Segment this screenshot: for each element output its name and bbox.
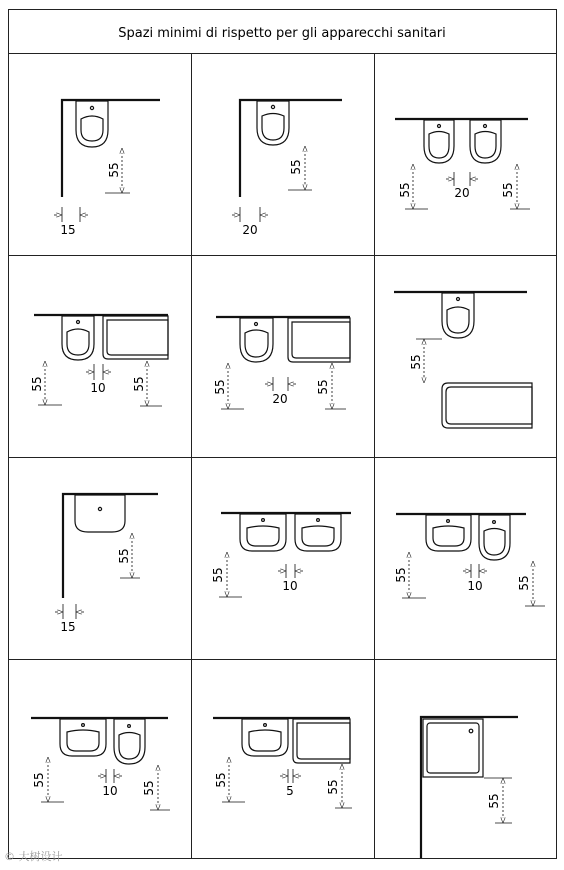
- dimension-wall-gap: [232, 207, 268, 222]
- dimension-label-front-left: 55: [394, 567, 408, 583]
- cell-wc-corner: [54, 100, 160, 237]
- page-title: Spazi minimi di rispetto per gli apparecchi sanitari: [118, 26, 446, 41]
- dimension-label-front-right: 55: [132, 376, 146, 392]
- bidet-icon: [240, 318, 273, 362]
- toilet-icon: [442, 293, 474, 338]
- dimension-label-front-right: 55: [501, 182, 515, 198]
- dimension-label-front-space: 55: [409, 354, 423, 370]
- bathtub-icon: [103, 316, 168, 359]
- cell-bidet-corner: [232, 100, 342, 237]
- dimension-wall-gap: [54, 207, 88, 222]
- dimension-label-front-left: 55: [213, 379, 227, 395]
- bidet-icon: [114, 719, 145, 764]
- dimension-between: [463, 564, 487, 578]
- bidet-icon: [257, 101, 289, 145]
- bidet-icon: [424, 120, 454, 163]
- bidet-icon: [470, 120, 501, 163]
- washbasin-icon: [295, 514, 341, 551]
- dimension-label-wall-gap: 15: [60, 223, 76, 237]
- dimension-between: [98, 769, 122, 783]
- cell-wc-facing-tub: [394, 292, 532, 428]
- dimension-label-between: 10: [467, 579, 483, 593]
- cell-bidet-tub: [213, 317, 350, 409]
- dimension-label-front-left: 55: [30, 376, 44, 392]
- cell-wc-tub: [30, 315, 168, 406]
- washbasin-icon: [426, 515, 471, 551]
- dimension-label-front-left: 55: [398, 182, 412, 198]
- toilet-icon: [76, 101, 108, 147]
- wall: [240, 100, 342, 197]
- dimension-label-front-right: 55: [326, 779, 340, 795]
- dimension-label-front-left: 55: [32, 772, 46, 788]
- dimension-wall-gap: [55, 604, 84, 619]
- dimension-label-wall-gap: 20: [242, 223, 258, 237]
- dimension-label-between: 10: [102, 784, 118, 798]
- toilet-icon: [479, 515, 510, 560]
- watermark: © 大树设计: [4, 850, 63, 863]
- dimension-label-between: 10: [282, 579, 298, 593]
- washbasin-icon: [242, 719, 288, 756]
- dimension-between: [280, 769, 301, 783]
- dimension-label-between: 10: [90, 381, 106, 395]
- dimension-label-front-right: 55: [142, 780, 156, 796]
- washbasin-icon: [240, 514, 286, 551]
- dimension-label-front-left: 55: [211, 567, 225, 583]
- bathtub-icon: [442, 383, 532, 428]
- dimension-between: [446, 172, 478, 186]
- dimension-label-front-space: 55: [117, 548, 131, 564]
- dimension-between: [278, 564, 303, 578]
- toilet-icon: [62, 316, 94, 360]
- dimension-label-front-right: 55: [316, 379, 330, 395]
- dimension-label-between: 5: [286, 784, 294, 798]
- cell-basin-corner: [55, 494, 158, 634]
- cell-basin-pair: [211, 513, 351, 597]
- dimension-label-front-left: 55: [214, 772, 228, 788]
- dimension-label-front-space: 55: [289, 159, 303, 175]
- cell-shower-tray-corner: [421, 717, 518, 858]
- dimension-label-front-right: 55: [517, 575, 531, 591]
- shower-tray-icon: [423, 719, 483, 777]
- bathtub-icon: [293, 719, 350, 763]
- washbasin-icon: [75, 495, 125, 532]
- dimension-label-front-space: 55: [107, 162, 121, 178]
- cell-basin-tub: [213, 718, 352, 808]
- dimension-label-front-space: 55: [487, 793, 501, 809]
- dimension-label-between: 20: [454, 186, 470, 200]
- dimension-label-between: 20: [272, 392, 288, 406]
- dimension-label-wall-gap: 15: [60, 620, 76, 634]
- cell-bidet-pair: [395, 119, 530, 209]
- cell-basin-wc: [394, 514, 545, 606]
- cell-basin-bidet: [31, 718, 170, 810]
- dimension-between: [265, 377, 296, 391]
- washbasin-icon: [60, 719, 106, 756]
- dimension-between: [86, 364, 111, 380]
- bathtub-icon: [288, 318, 350, 362]
